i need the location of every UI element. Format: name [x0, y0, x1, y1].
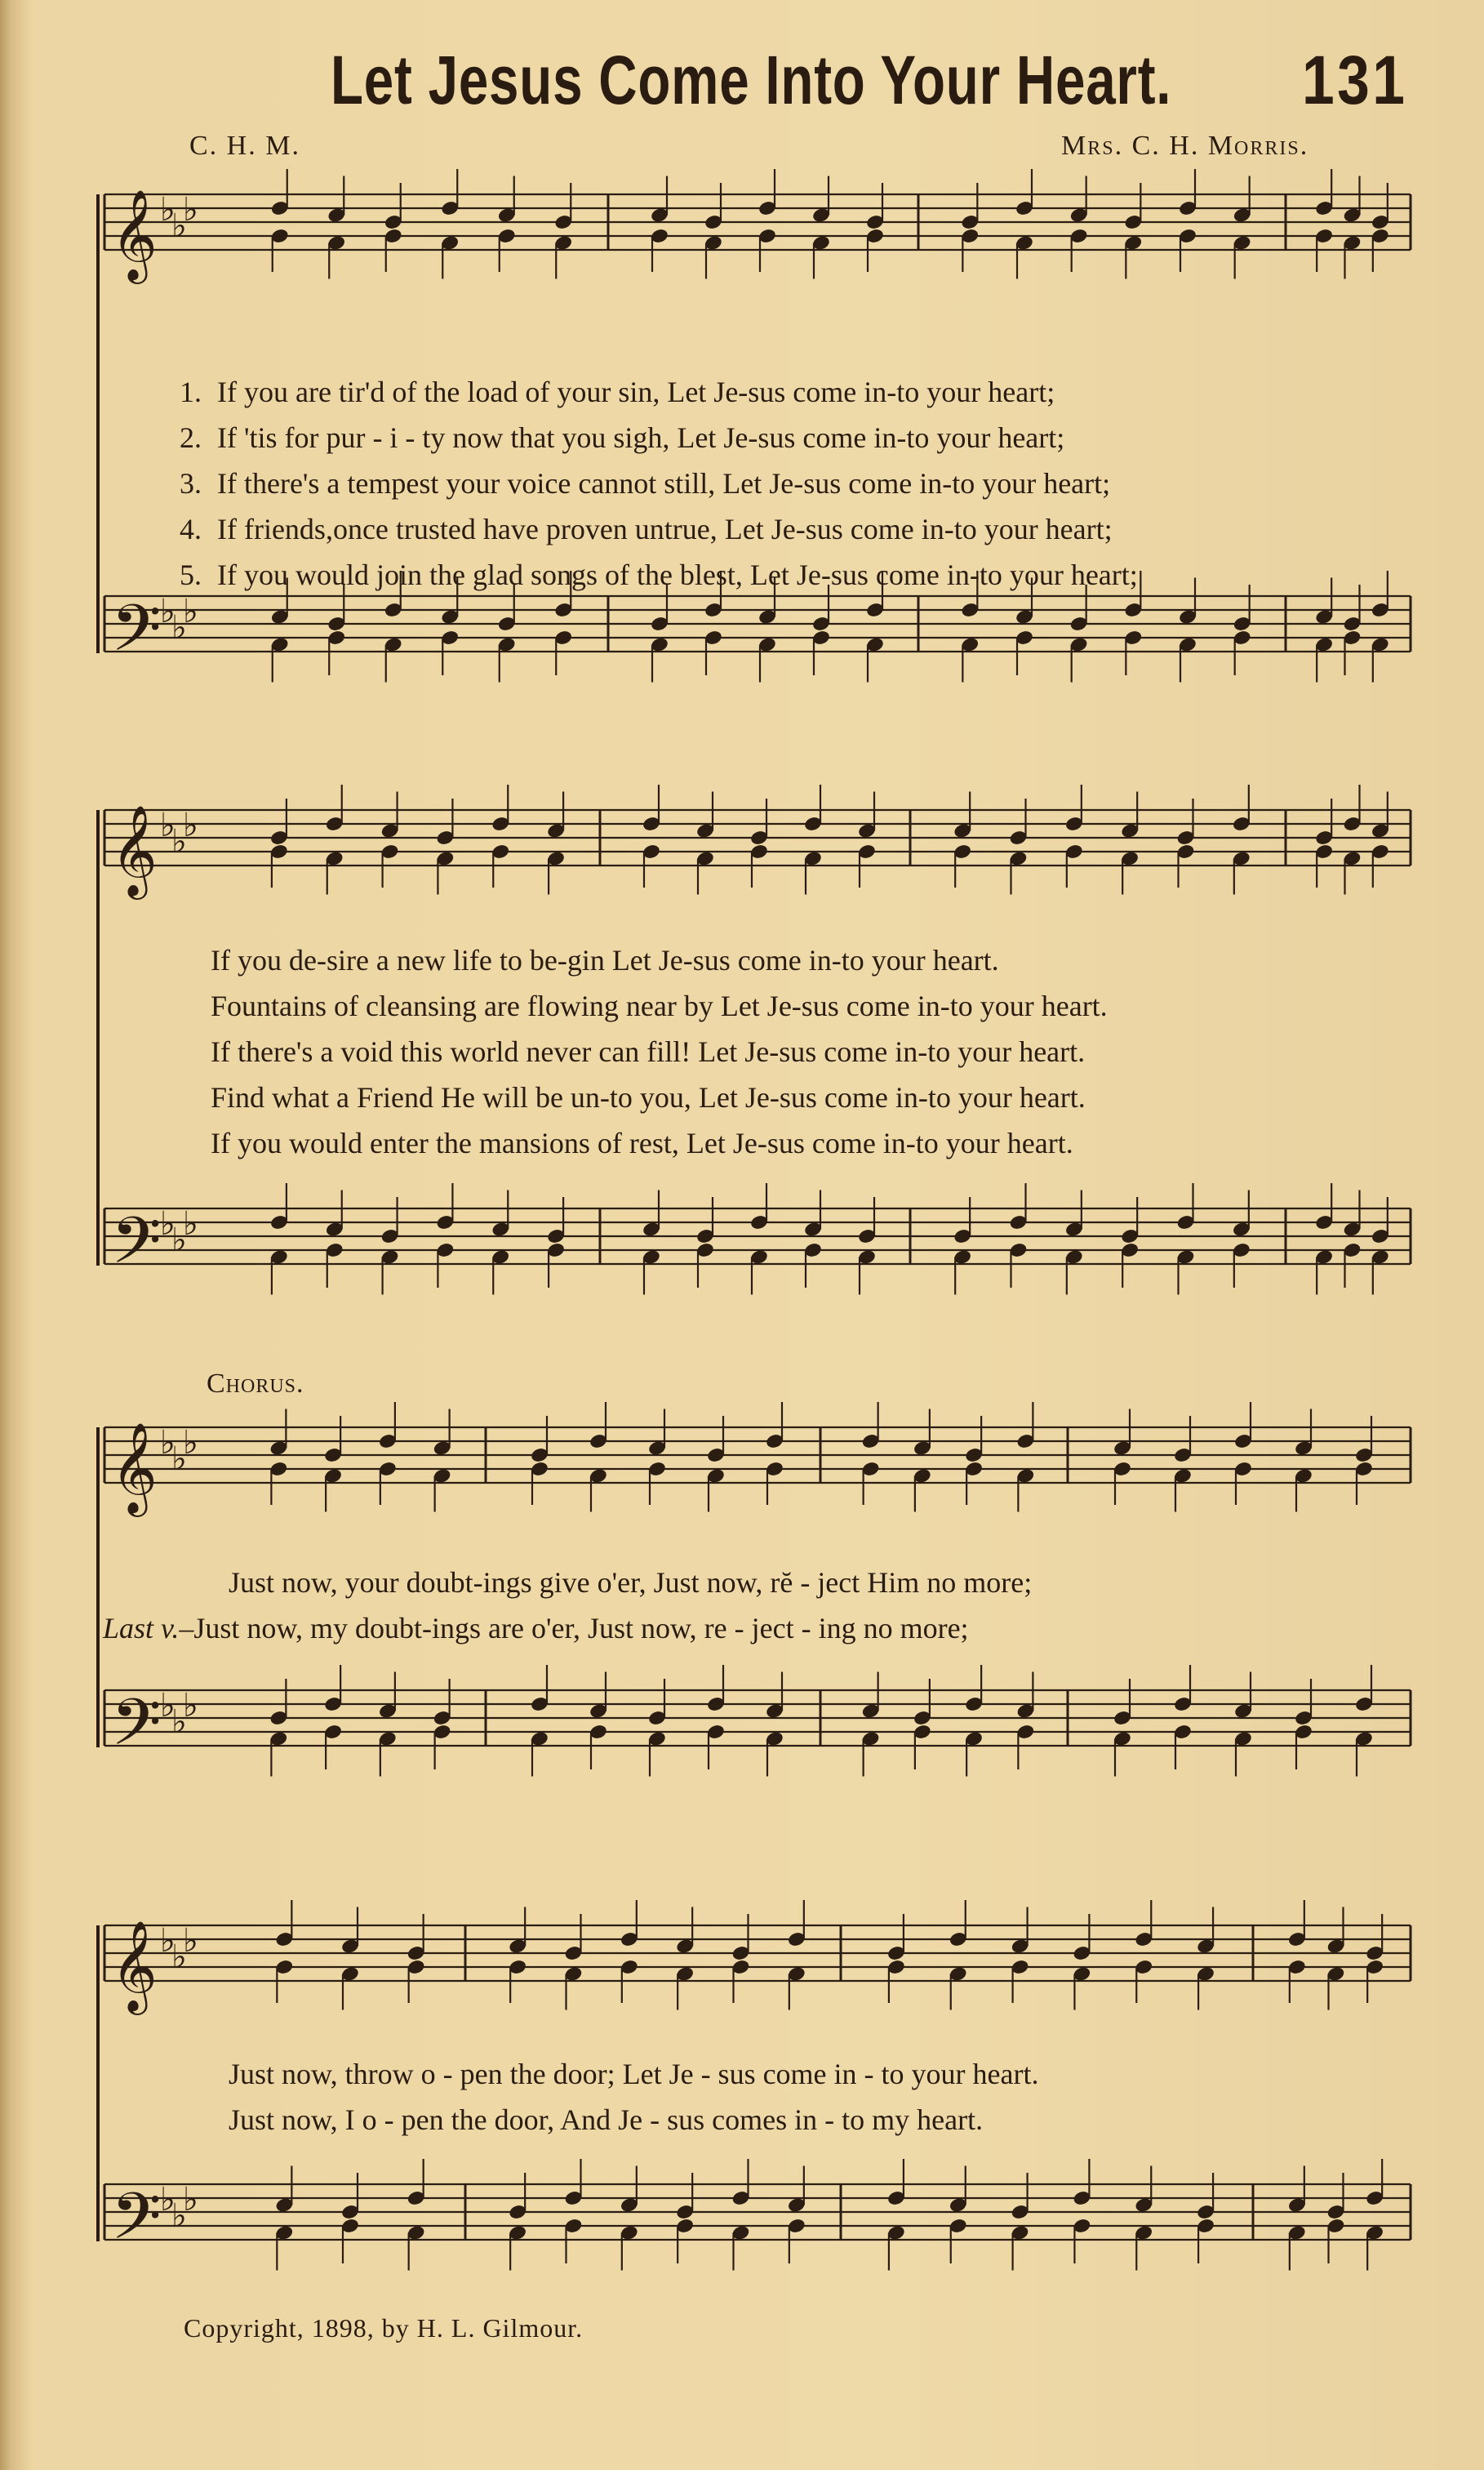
flat-sign-icon: ♭: [183, 1921, 198, 1960]
note-head-icon: [378, 1672, 398, 1777]
verse-line-5: 5. If you would join the glad songs of the blest, Let Je-sus come in-to your heart;: [180, 559, 1138, 591]
note-head-icon: [1134, 1900, 1153, 2003]
flat-sign-icon: ♭: [160, 190, 176, 229]
note-head-icon: [1113, 1679, 1132, 1777]
note-head-icon: [508, 1907, 527, 2004]
chorus-label: Chorus.: [207, 1369, 304, 1399]
note-head-icon: [811, 176, 831, 279]
note-head-icon: [1371, 792, 1390, 888]
note-head-icon: [530, 1416, 549, 1505]
flat-sign-icon: ♭: [160, 2180, 176, 2219]
note-head-icon: [1113, 1409, 1132, 1506]
note-head-icon: [1009, 799, 1029, 895]
note-head-icon: [340, 2173, 360, 2263]
note-head-icon: [706, 1416, 726, 1512]
treble-clef-icon: 𝄞: [111, 1422, 158, 1513]
note-head-icon: [384, 183, 403, 272]
verse-line-3: 3. If there's a tempest your voice cannot still, Let Je-sus come in-to your heart;: [180, 467, 1111, 500]
flat-sign-icon: ♭: [171, 2197, 187, 2236]
note-head-icon: [650, 585, 669, 683]
flat-sign-icon: ♭: [160, 1921, 176, 1960]
note-head-icon: [508, 2173, 527, 2271]
note-head-icon: [695, 792, 715, 895]
note-head-icon: [861, 1402, 881, 1505]
flat-sign-icon: ♭: [183, 1204, 198, 1243]
note-head-icon: [765, 1402, 784, 1505]
note-head-icon: [1233, 1402, 1253, 1505]
note-head-icon: [1015, 169, 1034, 279]
note-head-icon: [1196, 2173, 1215, 2263]
staff-2: [104, 590, 1411, 682]
note-head-icon: [380, 1197, 400, 1295]
note-head-icon: [491, 1190, 510, 1295]
chorus-line-2: Last v.–Just now, my doubt-ings are o'er, Just now, re - ject - ing no more;: [103, 1612, 969, 1644]
flat-sign-icon: ♭: [171, 207, 187, 246]
note-head-icon: [378, 1402, 398, 1505]
note-head-icon: [886, 1914, 906, 2003]
staff-5: [104, 1422, 1411, 1517]
note-head-icon: [530, 1665, 549, 1777]
note-head-icon: [491, 785, 510, 888]
note-head-icon: [1072, 1914, 1091, 2010]
note-head-icon: [1365, 2159, 1384, 2271]
note-head-icon: [803, 1190, 823, 1288]
flat-sign-icon: ♭: [171, 1938, 187, 1977]
bass-clef-icon: 𝄢: [111, 2178, 162, 2270]
note-head-icon: [1354, 1665, 1374, 1777]
note-head-icon: [857, 792, 877, 888]
treble-clef-icon: 𝄞: [111, 189, 158, 280]
note-head-icon: [1011, 1907, 1030, 2004]
note-head-icon: [731, 1914, 751, 2003]
note-head-icon: [620, 1900, 639, 2003]
note-head-icon: [269, 799, 289, 888]
chorus-lyrics-2: [103, 1605, 969, 1651]
note-head-icon: [274, 2166, 294, 2271]
note-head-icon: [675, 2173, 695, 2263]
flat-sign-icon: ♭: [171, 609, 187, 648]
flat-sign-icon: ♭: [183, 1423, 198, 1462]
note-head-icon: [1232, 1190, 1251, 1288]
note-head-icon: [325, 785, 344, 895]
bass-clef-icon: 𝄢: [111, 590, 162, 682]
flat-sign-icon: ♭: [183, 806, 198, 844]
copyright-notice: Copyright, 1898, by H. L. Gilmour.: [184, 2313, 584, 2343]
note-head-icon: [380, 792, 400, 888]
note-head-icon: [647, 1679, 667, 1777]
flat-sign-icon: ♭: [160, 592, 176, 630]
verse2-line-5: If you would enter the mansions of rest, Let Je-sus come in-to your heart.: [211, 1127, 1073, 1159]
note-head-icon: [695, 1197, 715, 1288]
verse-line-4: 4. If friends,once trusted have proven untrue, Let Je-sus come in-to your heart;: [180, 513, 1113, 545]
note-head-icon: [1287, 2166, 1307, 2271]
note-head-icon: [1314, 1183, 1334, 1295]
note-head-icon: [650, 176, 669, 273]
note-head-icon: [647, 1409, 667, 1506]
note-head-icon: [1232, 785, 1251, 895]
verse2-line-2: Fountains of cleansing are flowing near by Let Je-sus come in-to your heart.: [211, 990, 1108, 1022]
verse2-line-3: If there's a void this world never can fill! Let Je-sus come in-to your heart.: [211, 1035, 1086, 1068]
note-head-icon: [1011, 2173, 1030, 2271]
flat-sign-icon: ♭: [171, 823, 187, 861]
note-head-icon: [803, 785, 823, 895]
note-head-icon: [1371, 571, 1390, 683]
note-head-icon: [1134, 2166, 1153, 2271]
note-head-icon: [642, 1190, 661, 1295]
note-head-icon: [1233, 1672, 1253, 1777]
treble-clef-icon: 𝄞: [111, 804, 158, 896]
note-head-icon: [857, 1197, 877, 1295]
note-head-icon: [675, 1907, 695, 2010]
note-head-icon: [731, 2159, 751, 2271]
note-head-icon: [642, 785, 661, 888]
note-head-icon: [1120, 792, 1140, 895]
flat-sign-icon: ♭: [160, 1423, 176, 1462]
verses-part2: [211, 937, 1108, 1166]
page-number: 131: [1302, 42, 1408, 118]
note-head-icon: [497, 585, 517, 683]
note-head-icon: [1233, 585, 1252, 675]
note-head-icon: [620, 2166, 639, 2271]
note-head-icon: [1069, 585, 1089, 683]
staff-1: [104, 189, 1411, 284]
note-head-icon: [497, 176, 517, 273]
note-head-icon: [758, 169, 777, 272]
note-head-icon: [1196, 1907, 1215, 2010]
note-head-icon: [949, 1900, 968, 2010]
note-head-icon: [269, 1409, 288, 1506]
note-head-icon: [1365, 1914, 1384, 2003]
note-head-icon: [1326, 2173, 1346, 2263]
note-head-icon: [861, 1672, 881, 1777]
note-head-icon: [749, 1183, 769, 1295]
note-head-icon: [1314, 799, 1334, 888]
note-head-icon: [1287, 1900, 1307, 2003]
note-head-icon: [811, 585, 831, 675]
note-head-icon: [1015, 1672, 1035, 1770]
note-head-icon: [1178, 578, 1197, 683]
flat-sign-icon: ♭: [160, 1204, 176, 1243]
chorus-line-1: Just now, your doubt-ings give o'er, Just now, rĕ - ject Him no more;: [229, 1566, 1033, 1599]
flat-sign-icon: ♭: [183, 592, 198, 630]
verses-part1: [180, 369, 1138, 598]
note-head-icon: [269, 1679, 288, 1777]
flat-sign-icon: ♭: [160, 1686, 176, 1725]
note-head-icon: [765, 1672, 784, 1777]
note-head-icon: [546, 792, 566, 895]
bass-clef-icon: 𝄢: [111, 1203, 162, 1294]
note-head-icon: [964, 1416, 984, 1505]
chorus-line-3: Just now, throw o - pen the door; Let Je - sus come in - to your heart.: [229, 2058, 1039, 2090]
note-head-icon: [1354, 1416, 1374, 1505]
flat-sign-icon: ♭: [171, 1703, 187, 1742]
note-head-icon: [433, 1409, 452, 1512]
note-head-icon: [953, 792, 972, 888]
note-head-icon: [1371, 183, 1390, 272]
staff-7: [104, 1920, 1411, 2015]
note-head-icon: [327, 585, 346, 675]
note-head-icon: [865, 183, 885, 272]
author-credit: Mrs. C. H. Morris.: [1061, 131, 1309, 161]
note-head-icon: [1120, 1197, 1140, 1288]
note-head-icon: [960, 183, 980, 272]
note-head-icon: [407, 1914, 426, 2003]
note-head-icon: [1371, 1197, 1390, 1295]
staff-6: [104, 1684, 1411, 1776]
verse2-line-1: If you de-sire a new life to be-gin Let Je-sus come in-to your heart.: [211, 944, 999, 977]
flat-sign-icon: ♭: [171, 1440, 187, 1479]
chorus-line-4: Just now, I o - pen the door, And Je - sus comes in - to my heart.: [229, 2103, 984, 2136]
note-head-icon: [1294, 1409, 1313, 1512]
note-head-icon: [433, 1679, 452, 1769]
note-head-icon: [553, 183, 573, 279]
note-head-icon: [787, 2166, 806, 2264]
note-head-icon: [440, 169, 460, 279]
note-head-icon: [913, 1679, 932, 1769]
note-head-icon: [1123, 183, 1143, 279]
last-verse-label: Last v.: [103, 1612, 180, 1644]
note-head-icon: [964, 1665, 984, 1777]
note-head-icon: [564, 1914, 584, 2010]
note-head-icon: [325, 1190, 344, 1288]
flat-sign-icon: ♭: [160, 806, 176, 844]
note-head-icon: [1069, 176, 1089, 273]
note-head-icon: [1343, 176, 1362, 279]
note-head-icon: [913, 1409, 932, 1512]
note-head-icon: [704, 183, 723, 279]
composer-credit: C. H. M.: [189, 131, 300, 161]
hymn-title: Let Jesus Come Into Your Heart.: [331, 42, 1172, 118]
note-head-icon: [1326, 1907, 1346, 2010]
note-head-icon: [1176, 1183, 1196, 1295]
note-head-icon: [1343, 1190, 1362, 1288]
note-head-icon: [1314, 578, 1334, 683]
note-head-icon: [953, 1197, 972, 1295]
note-head-icon: [435, 799, 455, 895]
flat-sign-icon: ♭: [183, 1686, 198, 1725]
note-head-icon: [787, 1900, 806, 2010]
note-head-icon: [323, 1416, 343, 1512]
treble-clef-icon: 𝄞: [111, 1920, 158, 2011]
note-head-icon: [886, 2159, 906, 2271]
note-head-icon: [1064, 785, 1084, 888]
note-head-icon: [407, 2159, 426, 2271]
note-head-icon: [589, 1402, 608, 1512]
note-head-icon: [270, 169, 290, 272]
staff-8: [104, 2178, 1411, 2270]
note-head-icon: [949, 2166, 968, 2264]
verse-line-2: 2. If 'tis for pur - i - ty now that you sigh, Let Je-sus come in-to your heart;: [180, 421, 1065, 454]
note-head-icon: [1294, 1679, 1313, 1769]
note-head-icon: [327, 176, 346, 279]
note-head-icon: [1015, 1402, 1035, 1512]
note-head-icon: [1178, 169, 1197, 272]
verse-line-1: 1. If you are tir'd of the load of your sin, Let Je-sus come in-to your heart;: [180, 376, 1055, 408]
note-head-icon: [1343, 785, 1362, 895]
flat-sign-icon: ♭: [171, 1222, 187, 1260]
chorus-lyrics-3: [229, 2051, 1038, 2143]
note-head-icon: [589, 1672, 608, 1770]
note-head-icon: [1233, 176, 1252, 279]
note-head-icon: [1314, 169, 1334, 272]
note-head-icon: [1064, 1190, 1084, 1295]
note-head-icon: [274, 1900, 294, 2003]
chorus-lyrics-1: [229, 1560, 1032, 1605]
flat-sign-icon: ♭: [183, 190, 198, 229]
verse2-line-4: Find what a Friend He will be un-to you, Let Je-sus come in-to your heart.: [211, 1081, 1086, 1114]
bass-clef-icon: 𝄢: [111, 1684, 162, 1776]
flat-sign-icon: ♭: [183, 2180, 198, 2219]
note-head-icon: [1176, 799, 1196, 888]
note-head-icon: [546, 1197, 566, 1288]
note-head-icon: [269, 1183, 289, 1295]
note-head-icon: [1173, 1416, 1193, 1512]
note-head-icon: [1343, 585, 1362, 675]
note-head-icon: [749, 799, 769, 888]
note-head-icon: [340, 1907, 360, 2010]
